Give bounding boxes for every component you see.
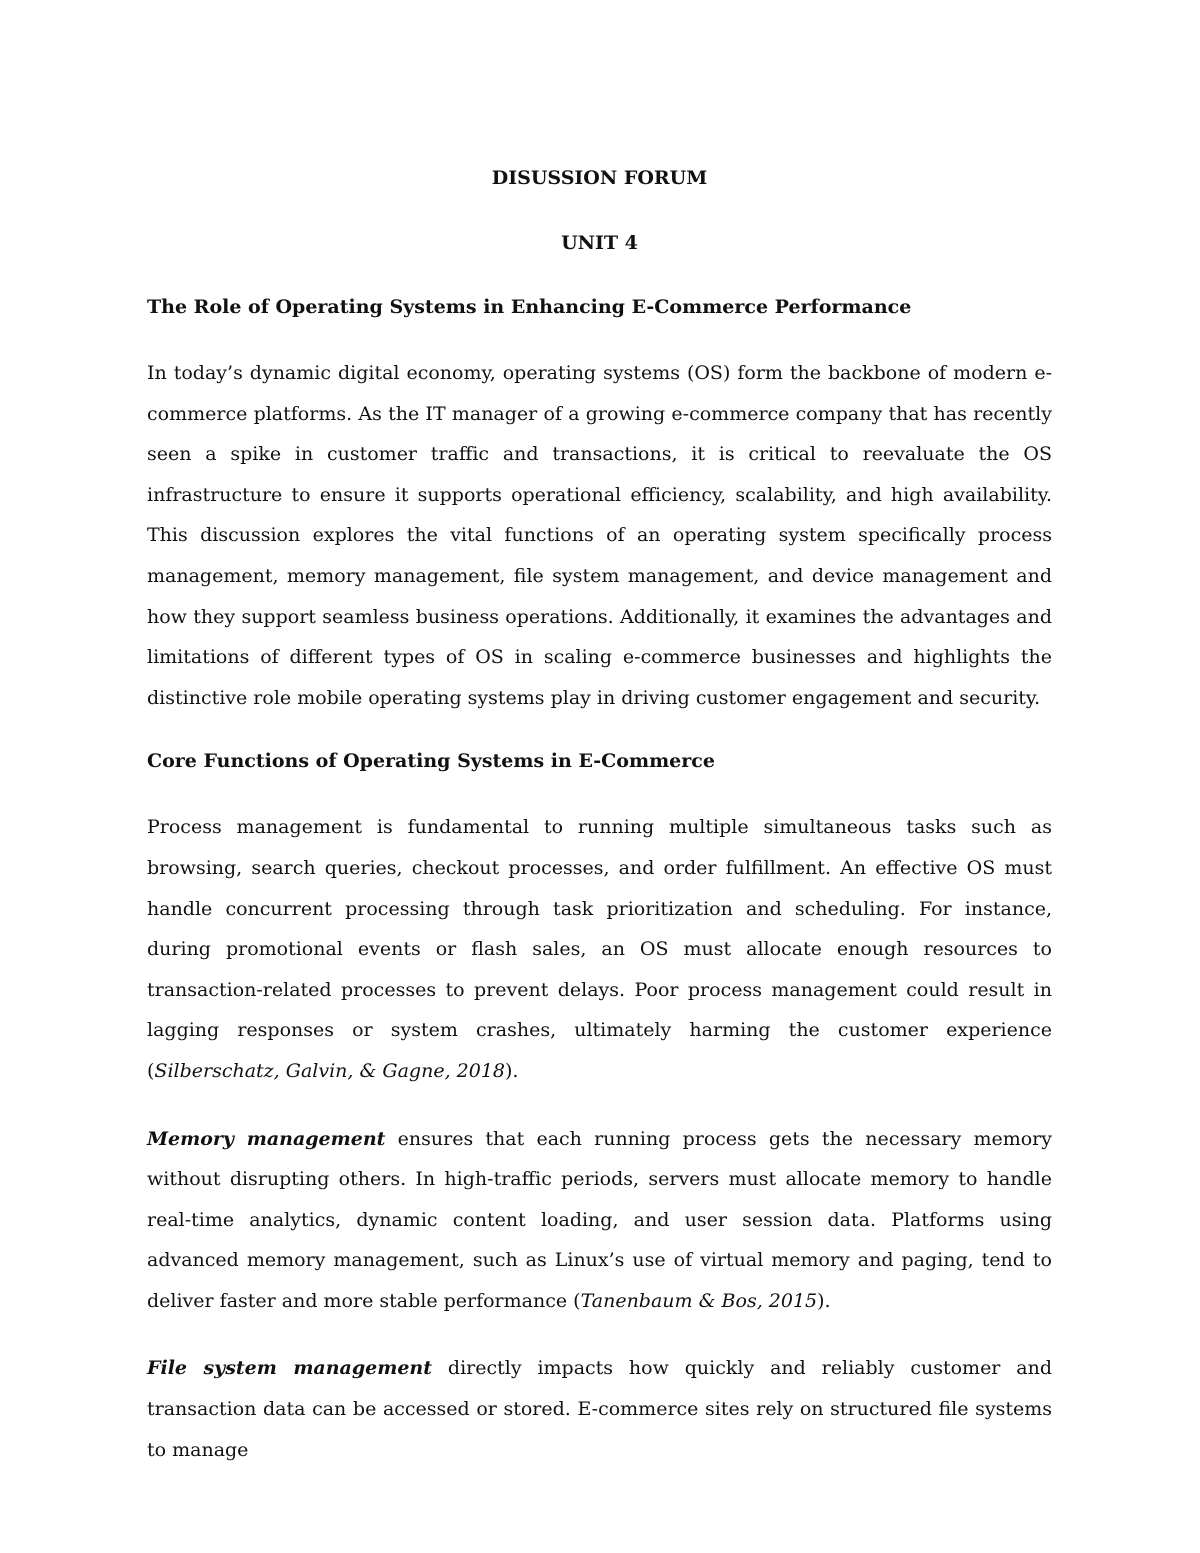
process-text: Process management is fundamental to running multiple simultaneous tasks such as browsing, search queries, checkout processes, and order fulfillment. An effective OS must handle concurrent processing through task prioritization and scheduling. For instance, during promotional events or flash sales, an OS must allocate enough resources to transaction-related processes to prevent delays. Poor process management could result in lagging responses or system crashes, ultimately harming the customer experience ( bbox=[147, 816, 1052, 1082]
document-content bbox=[147, 162, 1052, 1497]
memory-end: ). bbox=[817, 1289, 831, 1312]
process-management-paragraph bbox=[147, 807, 1052, 1091]
intro-paragraph: In today’s dynamic digital economy, operating systems (OS) form the backbone of modern e-commerce platforms. As the IT manager of a growing e-commerce company that has recently seen a spike in customer traffic and transactions, it is critical to reevaluate the OS infrastructure to ensure it supports operational efficiency, scalability, and high availability. This discussion explores the vital functions of an operating system specifically process management, memory management, file system management, and device management and how they support seamless business operations. Additionally, it examines the advantages and limitations of different types of OS in scaling e-commerce businesses and highlights the distinctive role mobile operating systems play in driving customer engagement and security. bbox=[147, 362, 1052, 709]
memory-citation: Tanenbaum & Bos, 2015 bbox=[580, 1289, 818, 1312]
file-term: File system management bbox=[147, 1357, 433, 1380]
main-heading: The Role of Operating Systems in Enhancing E-Commerce Performance bbox=[147, 296, 912, 318]
process-end: ). bbox=[505, 1059, 519, 1082]
file-text: directly impacts how quickly and reliably customer and transaction data can be accessed or stored. E-commerce sites rely on structured file systems to manage bbox=[147, 1357, 1052, 1461]
core-functions-heading: Core Functions of Operating Systems in E-Commerce bbox=[147, 750, 715, 773]
process-citation: Silberschatz, Galvin, & Gagne, 2018 bbox=[154, 1059, 506, 1082]
memory-term: Memory management bbox=[147, 1127, 386, 1150]
memory-management-paragraph bbox=[147, 1119, 1052, 1322]
unit-label: UNIT 4 bbox=[561, 232, 638, 254]
document-title: DISUSSION FORUM bbox=[491, 167, 708, 189]
file-system-paragraph bbox=[147, 1348, 1052, 1470]
memory-text: ensures that each running process gets the necessary memory without disrupting others. In high-traffic periods, servers must allocate memory to handle real-time analytics, dynamic content loading, and user session data. Platforms using advanced memory management, such as Linux’s use of virtual memory and paging, tend to deliver faster and more stable performance ( bbox=[147, 1127, 1052, 1312]
